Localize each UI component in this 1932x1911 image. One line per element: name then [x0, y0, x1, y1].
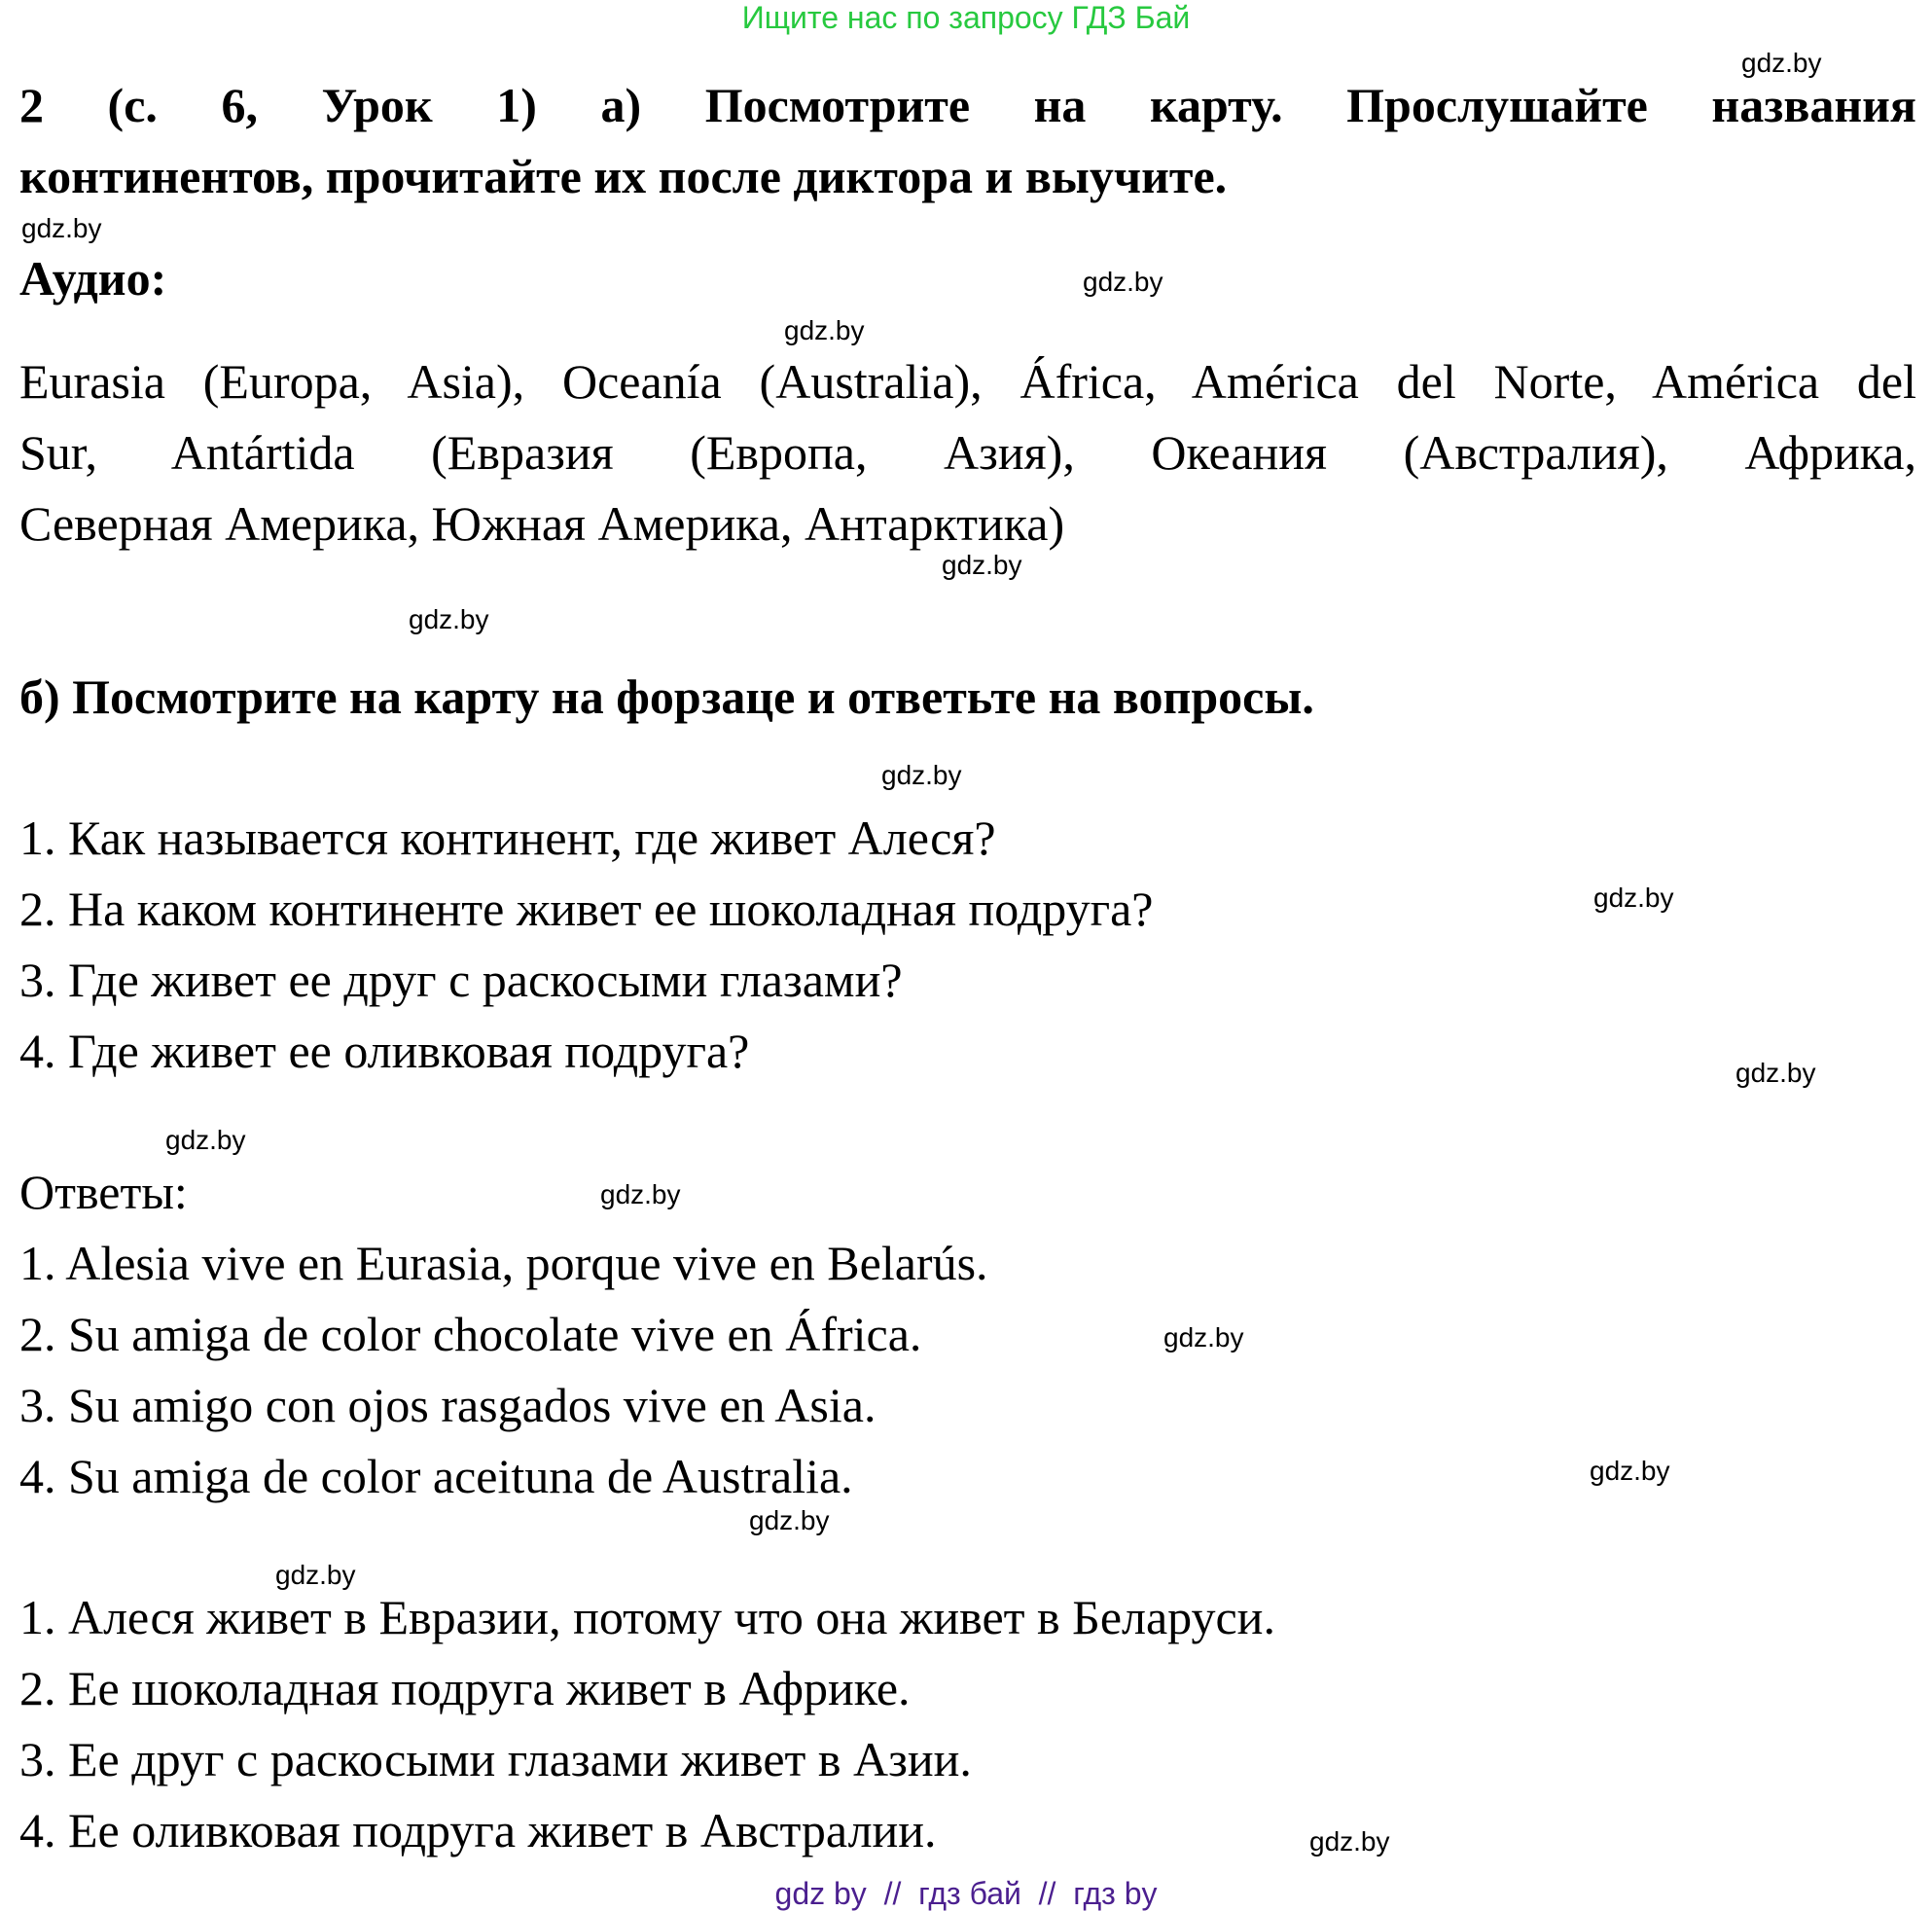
watermark: gdz.by: [1590, 1456, 1670, 1486]
footer-watermark: gdz by // гдз бай // гдз by: [774, 1876, 1158, 1911]
answer-ru: 3. Ее друг с раскосыми глазами живет в Азии.: [19, 1732, 972, 1786]
watermark: gdz.by: [784, 315, 865, 345]
watermark: gdz.by: [275, 1560, 356, 1590]
answer-ru: 4. Ее оливковая подруга живет в Австралии.: [19, 1803, 937, 1857]
audio-line: Sur, Antártida (Евразия (Европа, Азия), Океания (Австралия), Африка,: [19, 425, 1916, 480]
answer-ru: 2. Ее шоколадная подруга живет в Африке.: [19, 1661, 911, 1715]
question-item: 1. Как называется континент, где живет Алеся?: [19, 811, 996, 865]
watermark: gdz.by: [21, 213, 102, 243]
watermark: gdz.by: [409, 604, 489, 634]
question-item: 4. Где живет ее оливковая подруга?: [19, 1024, 750, 1078]
answer-es: 3. Su amigo con ojos rasgados vive en Asia.: [19, 1378, 877, 1432]
watermark: gdz.by: [1593, 883, 1674, 913]
watermark: gdz.by: [600, 1179, 681, 1209]
watermark: gdz.by: [1735, 1058, 1816, 1088]
audio-line: Северная Америка, Южная Америка, Антарктика): [19, 496, 1065, 551]
answer-es: 2. Su amiga de color chocolate vive en África.: [19, 1307, 922, 1361]
question-item: 2. На каком континенте живет ее шоколадная подруга?: [19, 882, 1154, 936]
top-banner: Ищите нас по запросу ГДЗ Бай: [741, 0, 1191, 35]
watermark: gdz.by: [1309, 1826, 1390, 1857]
watermark: gdz.by: [942, 550, 1022, 580]
part-b-heading: б) Посмотрите на карту на форзаце и ответьте на вопросы.: [19, 669, 1314, 724]
watermark: gdz.by: [1163, 1322, 1244, 1352]
answer-ru: 1. Алеся живет в Евразии, потому что она живет в Беларуси.: [19, 1590, 1275, 1644]
task-heading-line2: континентов, прочитайте их после диктора и выучите.: [19, 149, 1228, 203]
audio-label: Аудио:: [19, 251, 167, 306]
task-heading-line1: 2 (с. 6, Урок 1) а) Посмотрите на карту. Прослушайте названия: [19, 78, 1916, 132]
answers-label: Ответы:: [19, 1165, 188, 1219]
answer-es: 1. Alesia vive en Eurasia, porque vive en Belarús.: [19, 1236, 988, 1290]
watermark: gdz.by: [749, 1505, 830, 1535]
watermark: gdz.by: [1741, 48, 1822, 78]
audio-line: Eurasia (Europa, Asia), Oceanía (Australia), África, América del Norte, América del: [19, 354, 1916, 409]
watermark: gdz.by: [1083, 267, 1163, 297]
answer-es: 4. Su amiga de color aceituna de Australia.: [19, 1449, 853, 1503]
question-item: 3. Где живет ее друг с раскосыми глазами?: [19, 953, 903, 1007]
watermark: gdz.by: [881, 760, 962, 790]
watermark: gdz.by: [165, 1125, 246, 1155]
